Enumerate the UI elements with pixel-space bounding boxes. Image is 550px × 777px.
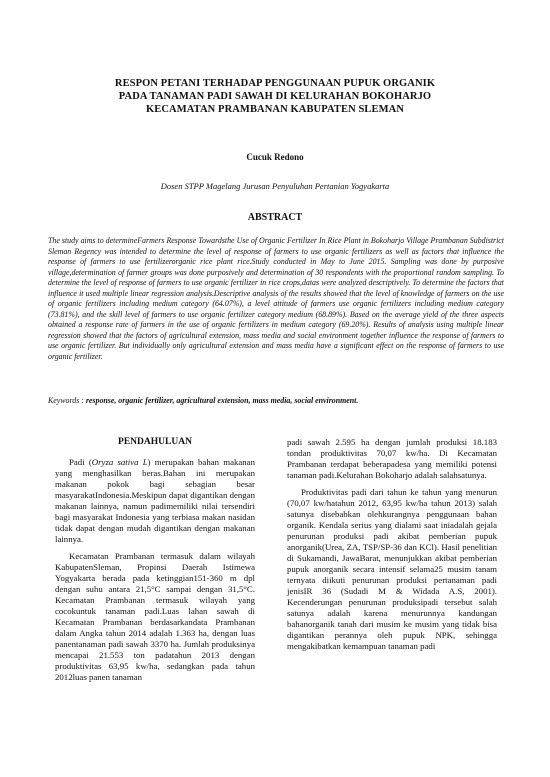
abstract-text: The study aims to determineFarmers Response Towardsthe Use of Organic Fertilizer In Rice Plant in Bokoharjo Village Prambanan Subdistrict Sleman Regency was intended to determine the level of response of farmers to use organic fertilizers as well as factors that influence the response of farmers to use fertilizerorganic rice plant rice.Study conducted in May to June 2015. Sampling was done by purposive village,determination of farmer groups was done purposively and determination of 30 respondents with the proportional random sampling. To determine the level of response of farmers to use organic fertilizer in rice crops,datas were analyzed descriptively. To determine the factors that influence it used multiple linear regression analysis.Descriptive analysis of the results showed that the level of knowledge of farmers on the use of organic fertilizers including medium category (64.07%), a level attitude of farmers use organic fertilizers including medium category (73.81%), and the skill level of farmers to use organic fertilizer category medium (68.89%). Based on the average yield of the three aspects obtained a response rate of farmers in the use of organic fertilizers in medium category (69.20%). Results of analysis using multiple linear regression showed that the factors of agricultural extension, mass media and social environment together influence the response of farmers to use organic fertilizer. But individually only agricultural extension and mass media have a significant effect on the response of farmers to use organic fertilizer.: [48, 236, 504, 361]
author-name: Cucuk Redono: [246, 152, 304, 162]
keywords: [48, 396, 504, 407]
left-paragraph-2: Kecamatan Prambanan termasuk dalam wilayah KabupatenSleman, Propinsi Daerah Istimewa Yogyakarta berada pada ketinggian151-360 m dpl dengan suhu antara 21,5°C sampai dengan 31,5°C. Kecamatan Prambanan termasuk wilayah yang cocokuntuk tanaman padi.Luas lahan sawah di Kecamatan Prambanan berdasarkandata Prambanan dalam Angka tahun 2014 adalah 1.363 ha, dengan luas panentanaman padi sawah 3370 ha. Jumlah produksinya mencapai 21.553 ton padatahun 2013 dengan produktivitas 63,95 kw/ha, sedangkan pada tahun 2012luas panen tanaman: [55, 551, 255, 682]
right-paragraph-1: padi sawah 2.595 ha dengan jumlah produksi 18.183 tondan produktivitas 70,07 kw/ha. Di Kecamatan Prambanan terdapat beberapadesa yang memiliki potensi tanaman padi.Kelurahan Bokoharjo adalah salahsatunya.: [287, 437, 497, 480]
title-line-3: KECAMATAN PRAMBANAN KABUPATEN SLEMAN: [145, 104, 405, 115]
author-affiliation: Dosen STPP Magelang Jurusan Penyuluhan Pertanian Yogyakarta: [160, 181, 390, 191]
section-heading: PENDAHULUAN: [118, 437, 192, 447]
paper-title: [60, 77, 490, 116]
keywords-value: response, organic fertilizer, agricultural extension, mass media, social environment.: [85, 396, 359, 405]
left-p1-text-a: Padi (: [69, 457, 92, 467]
left-p1-text-b: ) merupakan bahan makanan yang menghasilkan beras.Bahan ini merupakan makanan pokok bagi sebagian besar masyarakatIndonesia.Meskipun dapat digantikan dengan makanan lainnya, namun padimemiliki nilai tersendiri bagi masyarakat Indonesia yang terbiasa makan nasidan tidak dapat dengan mudah digantikan dengan makanan lainnya.: [55, 457, 255, 544]
abstract-heading: ABSTRACT: [247, 212, 303, 223]
title-line-1: RESPON PETANI TERHADAP PENGGUNAAN PUPUK ORGANIK: [114, 78, 436, 89]
right-column: [287, 437, 497, 658]
left-column: [55, 437, 255, 689]
species-name: Oryza sativa L: [91, 457, 148, 467]
title-line-2: PADA TANAMAN PADI SAWAH DI KELURAHAN BOKOHARJO: [118, 91, 432, 102]
keywords-label: Keywords :: [48, 396, 84, 405]
left-paragraph-1: [55, 457, 255, 545]
right-paragraph-2: Produktivitas padi dari tahun ke tahun yang menurun (70,07 kw/hatahun 2012, 63,95 kw/ha tahun 2013) salah satunya disebabkan olehkurangnya penggunaan bahan organik. Kendala serius yang dialami saat iniadalah gejala penurunan produksi padi akibat pemberian pupuk anorganik(Urea, ZA, TSP/SP-36 dan KCl). Hasil penelitian di Sukamandi, JawaBarat, menunjukkan akibat pemberian pupuk anorganik secara intensif selama25 musim tanam ternyata diikuti penurunan produksi pertanaman padi jenisIR 36 (Sudadi M & Widada A.S, 2001). Kecenderungan penurunan produksipadi tersebut salah satunya adalah karena menurunnya kandungan bahanorganik tanah dari musim ke musim yang tidak bisa digantikan perannya oleh pupuk NPK, sehingga mengakibatkan kemampuan tanaman padi: [287, 487, 497, 651]
